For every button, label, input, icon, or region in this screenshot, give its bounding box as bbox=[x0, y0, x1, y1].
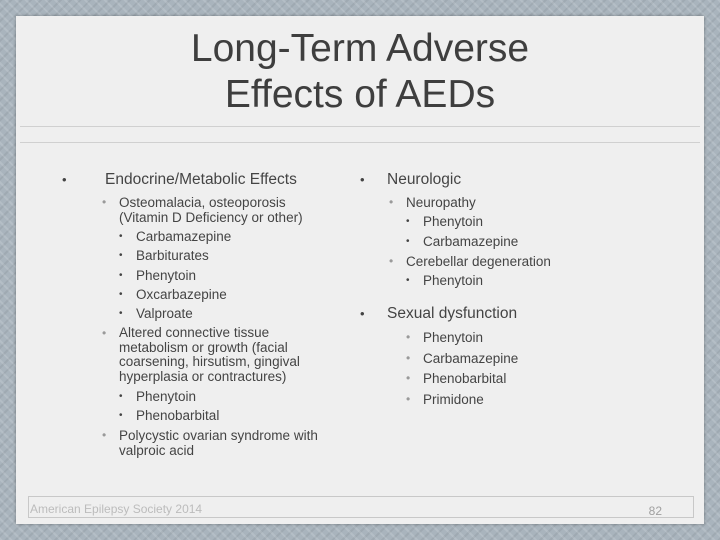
page-number: 82 bbox=[648, 504, 662, 518]
right-column bbox=[342, 171, 682, 407]
osteomalacia-line-2: (Vitamin D Deficiency or other) bbox=[119, 210, 303, 225]
bullet-marker: • bbox=[360, 172, 365, 187]
sub-item-connective-tissue: • Altered connective tissue metabolism or growth (facial coarsening, hirsutism, gingival hyperplasia or contractures) bbox=[102, 325, 300, 384]
list-item: • Oxcarbazepine bbox=[119, 286, 227, 302]
list-item: • Carbamazepine bbox=[119, 229, 232, 244]
bullet-marker: • bbox=[389, 254, 394, 268]
bullet-neurologic bbox=[342, 171, 682, 189]
list-item: • Phenytoin bbox=[406, 214, 484, 229]
connective-tissue-drug-list bbox=[62, 389, 382, 424]
list-item: • Phenobarbital bbox=[406, 371, 507, 386]
bullet-marker: • bbox=[102, 428, 107, 443]
footer-source: American Epilepsy Society 2014 bbox=[30, 502, 203, 516]
list-item: • Barbiturates bbox=[119, 248, 209, 264]
sexual-dysfunction-heading: Sexual dysfunction bbox=[387, 305, 518, 322]
bullet-endocrine bbox=[62, 171, 382, 189]
bullet-marker: • bbox=[62, 172, 67, 187]
sub-item-neuropathy: • Neuropathy bbox=[389, 195, 476, 210]
list-item: • Phenobarbital bbox=[119, 408, 220, 424]
left-column bbox=[62, 171, 382, 458]
slide-title bbox=[16, 26, 704, 118]
list-item: • Valproate bbox=[119, 306, 193, 322]
osteomalacia-drug-list bbox=[62, 229, 382, 321]
title-line-2: Effects of AEDs bbox=[224, 73, 496, 116]
cerebellar-drug-list bbox=[342, 273, 682, 288]
sub-item-cerebellar: • Cerebellar degeneration bbox=[389, 254, 551, 269]
sub-item-polycystic: • Polycystic ovarian syndrome with valproic acid bbox=[102, 428, 318, 459]
bullet-sexual-dysfunction bbox=[342, 305, 682, 323]
osteomalacia-line-1: Osteomalacia, osteoporosis bbox=[119, 195, 286, 210]
list-item: • Phenytoin bbox=[406, 330, 484, 345]
list-item: • Carbamazepine bbox=[406, 350, 519, 366]
list-item: • Phenytoin bbox=[406, 273, 484, 288]
endocrine-heading: Endocrine/Metabolic Effects bbox=[105, 171, 297, 188]
title-divider-bottom bbox=[20, 142, 700, 143]
title-divider-top bbox=[20, 126, 700, 127]
list-item: • Carbamazepine bbox=[406, 234, 519, 249]
list-item: • Phenytoin bbox=[119, 267, 197, 283]
list-item: • Primidone bbox=[406, 391, 484, 407]
slide bbox=[16, 16, 704, 524]
sexual-dysfunction-drug-list bbox=[342, 330, 682, 407]
sub-item-osteomalacia bbox=[102, 195, 382, 225]
neuropathy-drug-list bbox=[342, 214, 682, 249]
bullet-marker: • bbox=[389, 195, 394, 209]
bullet-marker: • bbox=[360, 306, 365, 321]
bullet-marker: • bbox=[102, 195, 107, 209]
bullet-marker: • bbox=[102, 326, 107, 341]
neurologic-heading: Neurologic bbox=[387, 171, 462, 188]
list-item: • Phenytoin bbox=[119, 388, 197, 404]
title-line-1: Long-Term Adverse bbox=[190, 27, 530, 70]
